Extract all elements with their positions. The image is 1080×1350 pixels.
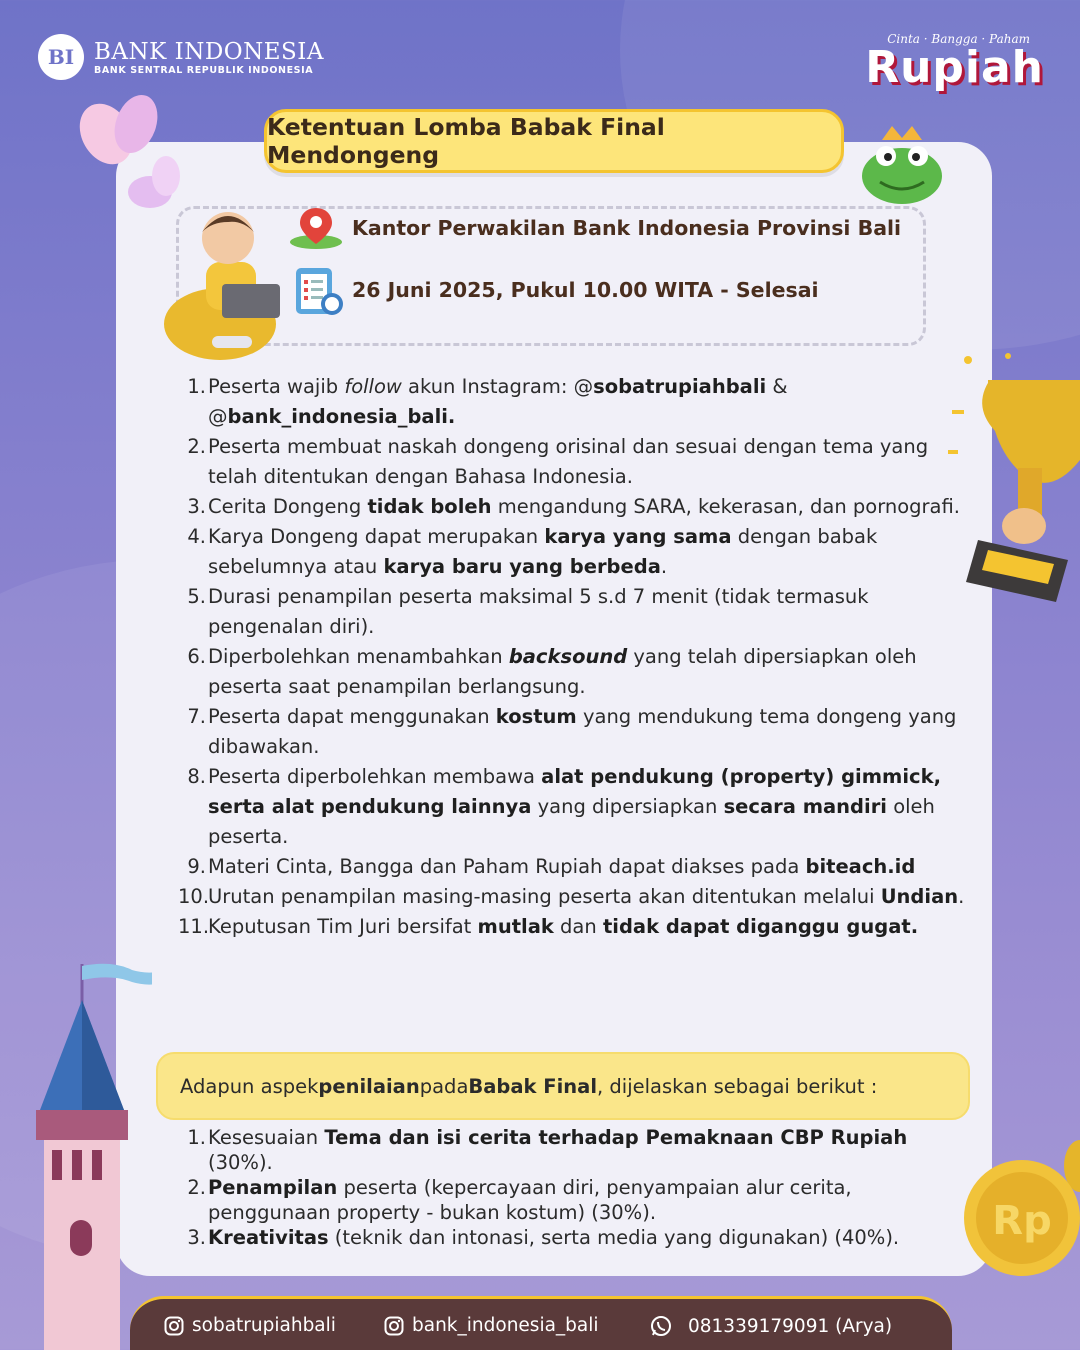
text-segment: (30%). (208, 1151, 273, 1174)
text-segment: Cerita Dongeng (208, 495, 368, 518)
footer-instagram-1-text: sobatrupiahbali (192, 1315, 336, 1336)
list-item-number: 9. (187, 855, 206, 878)
bi-seal-icon: BI (38, 34, 84, 80)
list-item-number: 2. (187, 435, 206, 458)
list-item (178, 1225, 968, 1250)
text-segment: bank_indonesia_bali. (227, 405, 456, 428)
event-datetime-text: 26 Juni 2025, Pukul 10.00 WITA - Selesai (352, 278, 819, 302)
text-segment: Kesesuaian (208, 1126, 325, 1149)
footer-instagram-2-text: bank_indonesia_bali (412, 1315, 599, 1336)
list-item (178, 372, 968, 432)
frog-prince-icon (852, 126, 952, 210)
list-item-text (206, 1175, 968, 1225)
list-item-text (206, 1225, 899, 1250)
text-segment: Durasi penampilan peserta maksimal 5 s.d 7 menit (tidak termasuk pengenalan diri). (208, 585, 869, 638)
list-item-number: 4. (187, 525, 206, 548)
list-item-text (206, 912, 918, 942)
text-segment: dan (553, 915, 603, 938)
list-item-text (206, 522, 968, 582)
text-segment: yang telah dipersiapkan oleh peserta saat penampilan berlangsung. (208, 645, 917, 698)
list-item-text (206, 492, 960, 522)
list-item-number: 7. (187, 705, 206, 728)
rules-list (178, 372, 968, 942)
text-segment: Peserta diperbolehkan membawa (208, 765, 542, 788)
list-item-number: 1. (187, 375, 206, 398)
contact-footer (130, 1296, 952, 1350)
text-segment: Undian (880, 885, 959, 908)
list-item-text (206, 1125, 968, 1175)
text-segment: . (660, 555, 668, 578)
list-item (178, 1125, 968, 1175)
criteria-list (178, 1125, 968, 1250)
text-segment: Peserta membuat naskah dongeng orisinal dan sesuai dengan tema yang telah ditentukan dengan Bahasa Indonesia. (208, 435, 929, 488)
list-item-text (206, 702, 968, 762)
text-segment: peserta (kepercayaan diri, penyampaian alur cerita, penggunaan property - bukan kostum) (30%). (208, 1176, 852, 1224)
text-segment: mutlak (477, 915, 554, 938)
footer-instagram-1[interactable] (164, 1315, 336, 1336)
rupiah-logo (865, 32, 1044, 93)
bi-name: BANK INDONESIA (94, 38, 325, 65)
text-segment: Materi Cinta, Bangga dan Paham Rupiah dapat diakses pada (208, 855, 806, 878)
event-location-text: Kantor Perwakilan Bank Indonesia Provinsi Bali (352, 216, 902, 240)
rupiah-tagline: Cinta · Bangga · Paham (887, 32, 1030, 46)
text-segment: & @ (208, 375, 788, 428)
page-title: Ketentuan Lomba Babak Final Mendongeng (264, 109, 844, 173)
text-segment: penilaian (318, 1074, 420, 1098)
text-segment: mengandung SARA, kekerasan, dan pornografi. (491, 495, 960, 518)
list-item (178, 642, 968, 702)
footer-whatsapp-text: 081339179091 (Arya) (688, 1315, 893, 1337)
list-item (178, 1175, 968, 1225)
map-pin-icon (288, 206, 344, 250)
instagram-icon (384, 1316, 404, 1336)
text-segment: karya yang sama (544, 525, 732, 548)
text-segment: follow (344, 375, 402, 398)
footer-instagram-2[interactable] (384, 1315, 599, 1336)
list-item-text (206, 762, 968, 852)
list-item-text (206, 432, 968, 492)
whatsapp-icon (650, 1315, 672, 1337)
text-segment: dengan babak sebelumnya atau (208, 525, 878, 578)
text-segment: akun Instagram: @ (401, 375, 594, 398)
list-item-number: 2. (187, 1176, 206, 1199)
list-item (178, 522, 968, 582)
list-item (178, 492, 968, 522)
rupiah-wordmark: Rupiah (865, 42, 1044, 93)
text-segment: yang dipersiapkan (531, 795, 724, 818)
calendar-checklist-icon (292, 262, 344, 318)
list-item-text (206, 882, 964, 912)
list-item-number: 6. (187, 645, 206, 668)
text-segment: Babak Final (468, 1074, 598, 1098)
list-item-number: 3. (187, 495, 206, 518)
event-location (288, 206, 901, 250)
text-segment: yang mendukung tema dongeng yang dibawakan. (208, 705, 957, 758)
instagram-icon (164, 1316, 184, 1336)
list-item-text (206, 642, 968, 702)
list-item-number: 10. (178, 885, 210, 908)
text-segment: , dijelaskan sebagai berikut : (597, 1074, 878, 1098)
list-item-number: 1. (187, 1126, 206, 1149)
text-segment: backsound (508, 645, 628, 668)
bi-subtitle: BANK SENTRAL REPUBLIK INDONESIA (94, 64, 314, 76)
text-segment: Urutan penampilan masing-masing peserta akan ditentukan melalui (208, 885, 881, 908)
text-segment: kostum (495, 705, 577, 728)
text-segment: sobatrupiahbali (593, 375, 767, 398)
list-item (178, 762, 968, 852)
text-segment: tidak dapat diganggu gugat. (602, 915, 919, 938)
list-item (178, 882, 968, 912)
svg-text:Rp: Rp (992, 1198, 1052, 1244)
list-item-number: 11. (178, 915, 210, 938)
text-segment: karya baru yang berbeda (383, 555, 661, 578)
list-item-text (206, 852, 915, 882)
text-segment: Karya Dongeng dapat merupakan (208, 525, 545, 548)
kid-with-laptop-icon (162, 204, 292, 364)
list-item-text (206, 372, 968, 432)
butterfly-icon (66, 84, 186, 224)
text-segment: secara mandiri (723, 795, 887, 818)
text-segment: Peserta dapat menggunakan (208, 705, 496, 728)
text-segment: biteach.id (805, 855, 916, 878)
list-item-number: 3. (187, 1226, 206, 1249)
text-segment: oleh peserta. (208, 795, 935, 848)
text-segment: tidak boleh (367, 495, 492, 518)
text-segment: (teknik dan intonasi, serta media yang digunakan) (40%). (328, 1226, 900, 1249)
list-item (178, 702, 968, 762)
text-segment: pada (419, 1074, 469, 1098)
text-segment: Kreativitas (208, 1226, 329, 1249)
text-segment: Peserta wajib (208, 375, 345, 398)
assessment-intro (156, 1052, 970, 1120)
list-item (178, 582, 968, 642)
list-item-text (206, 582, 968, 642)
text-segment: alat pendukung (property) gimmick, serta alat pendukung lainnya (208, 765, 941, 818)
rupiah-coin-icon (962, 1136, 1080, 1296)
list-item-number: 5. (187, 585, 206, 608)
list-item (178, 852, 968, 882)
footer-whatsapp[interactable] (650, 1315, 892, 1337)
event-datetime (292, 264, 819, 316)
text-segment: Tema dan isi cerita terhadap Pemaknaan CBP Rupiah (324, 1126, 908, 1149)
text-segment: Diperbolehkan menambahkan (208, 645, 509, 668)
bank-indonesia-logo (38, 34, 324, 80)
list-item (178, 912, 968, 942)
list-item-number: 8. (187, 765, 206, 788)
text-segment: Penampilan (208, 1176, 338, 1199)
list-item (178, 432, 968, 492)
castle-tower-icon (22, 960, 152, 1350)
text-segment: Keputusan Tim Juri bersifat (208, 915, 478, 938)
text-segment: Adapun aspek (180, 1074, 319, 1098)
text-segment: . (958, 885, 965, 908)
